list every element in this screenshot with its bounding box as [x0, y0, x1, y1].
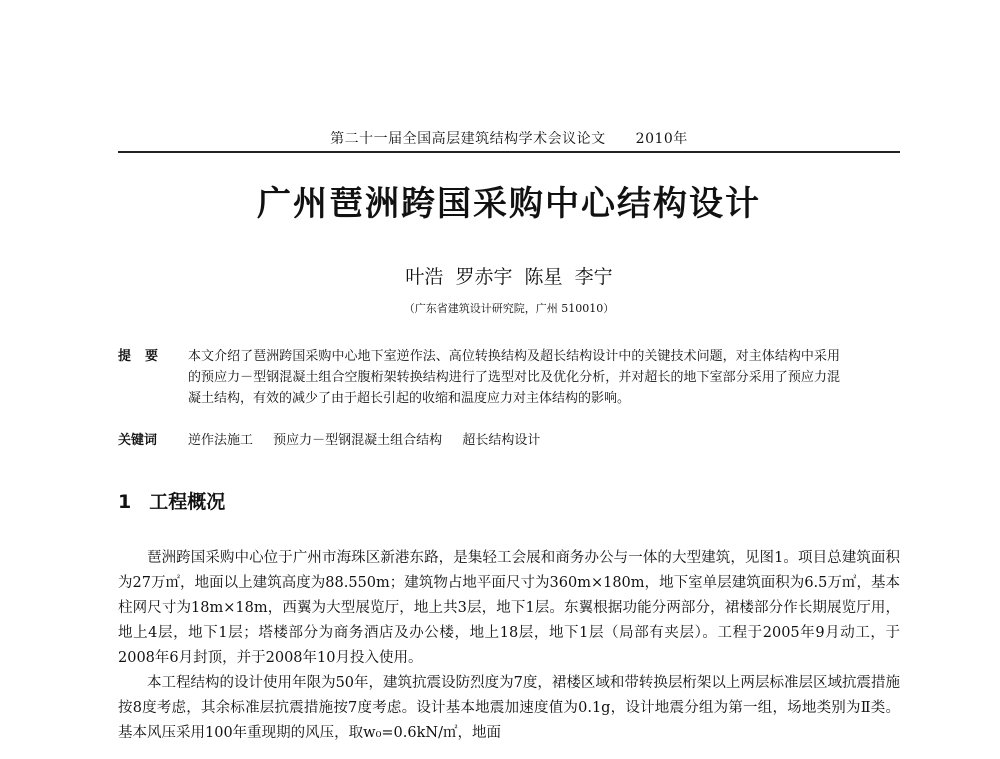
section-title: 工程概况 — [149, 491, 226, 513]
paper-title: 广州琶洲跨国采购中心结构设计 — [257, 184, 761, 224]
running-head-year: 2010年 — [635, 131, 688, 147]
running-head-text: 第二十一届全国高层建筑结构学术会议论文 — [330, 131, 606, 147]
header-rule — [118, 151, 900, 153]
keywords-label: 关键词 — [118, 433, 158, 448]
running-head — [118, 128, 900, 148]
abstract — [118, 346, 840, 409]
keyword: 预应力－型钢混凝土组合结构 — [273, 433, 443, 448]
paragraph: 琶洲跨国采购中心位于广州市海珠区新港东路，是集轻工会展和商务办公与一体的大型建筑，见图1。项目总建筑面积为27万㎡，地面以上建筑高度为88.550m；建筑物占地平面尺寸为360m×180m，地下室单层建筑面积为6.5万㎡，基本柱网尺寸为18m×18m，西翼为大型展览厅，地上共3层，地下1层。东翼根据功能分两部分，裙楼部分作长期展览厅用，地上4层，地下1层；塔楼部分为商务酒店及办公楼，地上18层，地下1层（局部有夹层）。工程于2005年9月动工，于2008年6月封顶，并于2008年10月投入使用。 — [118, 550, 900, 666]
author-name: 叶浩 — [405, 266, 444, 288]
keyword: 超长结构设计 — [462, 433, 541, 448]
section-number: 1 — [118, 491, 132, 513]
author-name: 罗赤宇 — [455, 266, 513, 288]
keywords — [118, 430, 840, 451]
author-name: 李宁 — [574, 266, 613, 288]
abstract-label: 提要 — [118, 349, 173, 364]
body-text — [118, 546, 900, 746]
paragraph: 本工程结构的设计使用年限为50年，建筑抗震设防烈度为7度，裙楼区域和带转换层桁架以上两层标准层区域抗震措施按8度考虑，其余标准层抗震措施按7度考虑。设计基本地震加速度值为0.1g，设计地震分组为第一组，场地类别为Ⅱ类。基本风压采用100年重现期的风压，取w₀=0.6kN/㎡，地面 — [118, 675, 900, 741]
abstract-text: 本文介绍了琶洲跨国采购中心地下室逆作法、高位转换结构及超长结构设计中的关键技术问题，对主体结构中采用的预应力－型钢混凝土组合空腹桁架转换结构进行了选型对比及优化分析，并对超长的地下室部分采用了预应力混凝土结构，有效的减少了由于超长引起的收缩和温度应力对主体结构的影响。 — [188, 349, 840, 406]
keyword: 逆作法施工 — [188, 433, 254, 448]
keywords-list — [188, 430, 840, 451]
section-heading — [118, 487, 225, 514]
author-list — [118, 262, 900, 289]
affiliation: （广东省建筑设计研究院，广州 510010） — [403, 302, 615, 315]
author-name: 陈星 — [524, 266, 563, 288]
